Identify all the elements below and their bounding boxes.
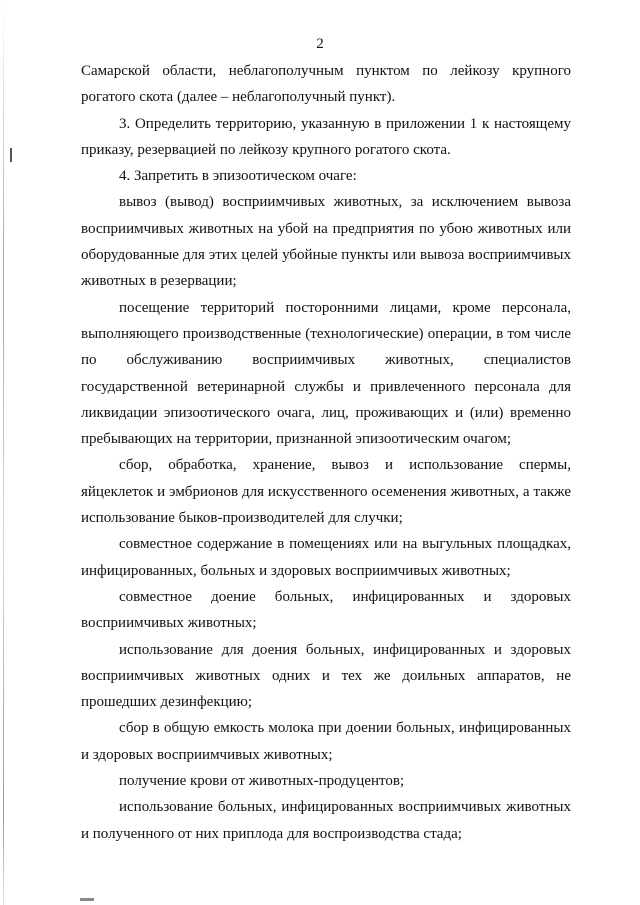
- document-body: [81, 58, 571, 847]
- paragraph-prohibition-milk-collection: сбор в общую емкость молока при доении больных, инфицированных и здоровых восприимчивых животных;: [81, 720, 571, 763]
- paragraph-prohibition-semen: сбор, обработка, хранение, вывоз и использование спермы, яйцеклеток и эмбрионов для искусственного осеменения животных, а также использование быков-производителей для случки;: [81, 457, 571, 527]
- paragraph-prohibition-removal: вывоз (вывод) восприимчивых животных, за исключением вывоза восприимчивых животных на убой на предприятия по убою животных или оборудованные для этих целей убойные пункты или вывоза восприимчивых животных в резервации;: [81, 194, 571, 290]
- scan-edge: [3, 0, 4, 905]
- paragraph-prohibition-joint-keeping: совместное содержание в помещениях или на выгульных площадках, инфицированных, больных и здоровых восприимчивых животных;: [81, 536, 571, 579]
- paragraph-prohibition-breeding: использование больных, инфицированных восприимчивых животных и полученного от них приплода для воспроизводства стада;: [81, 799, 571, 842]
- paragraph-prohibition-milking-devices: использование для доения больных, инфицированных и здоровых восприимчивых животных одних и тех же доильных аппаратов, не прошедших дезинфекцию;: [81, 641, 571, 711]
- paragraph-continuation: Самарской области, неблагополучным пунктом по лейкозу крупного рогатого скота (далее – неблагополучный пункт).: [81, 63, 571, 106]
- paragraph-item-3: 3. Определить территорию, указанную в приложении 1 к настоящему приказу, резервацией по лейкозу крупного рогатого скота.: [81, 115, 571, 158]
- scan-mark: [80, 898, 94, 901]
- paragraph-prohibition-blood: получение крови от животных-продуцентов;: [119, 773, 405, 790]
- page-number: 2: [316, 36, 324, 52]
- paragraph-prohibition-visits: посещение территорий посторонними лицами, кроме персонала, выполняющего производственные (технологические) операции, в том числе по обслуживанию восприимчивых животных, специалистов государственной ветеринарной службы и привлеченного персонала для ликвидации эпизоотического очага, лиц, проживающих и (или) временно пребывающих на территории, признанной эпизоотическим очагом;: [81, 299, 571, 448]
- paragraph-item-4: 4. Запретить в эпизоотическом очаге:: [119, 168, 357, 185]
- paragraph-prohibition-joint-milking: совместное доение больных, инфицированных и здоровых восприимчивых животных;: [81, 588, 571, 632]
- scan-mark: [10, 148, 12, 162]
